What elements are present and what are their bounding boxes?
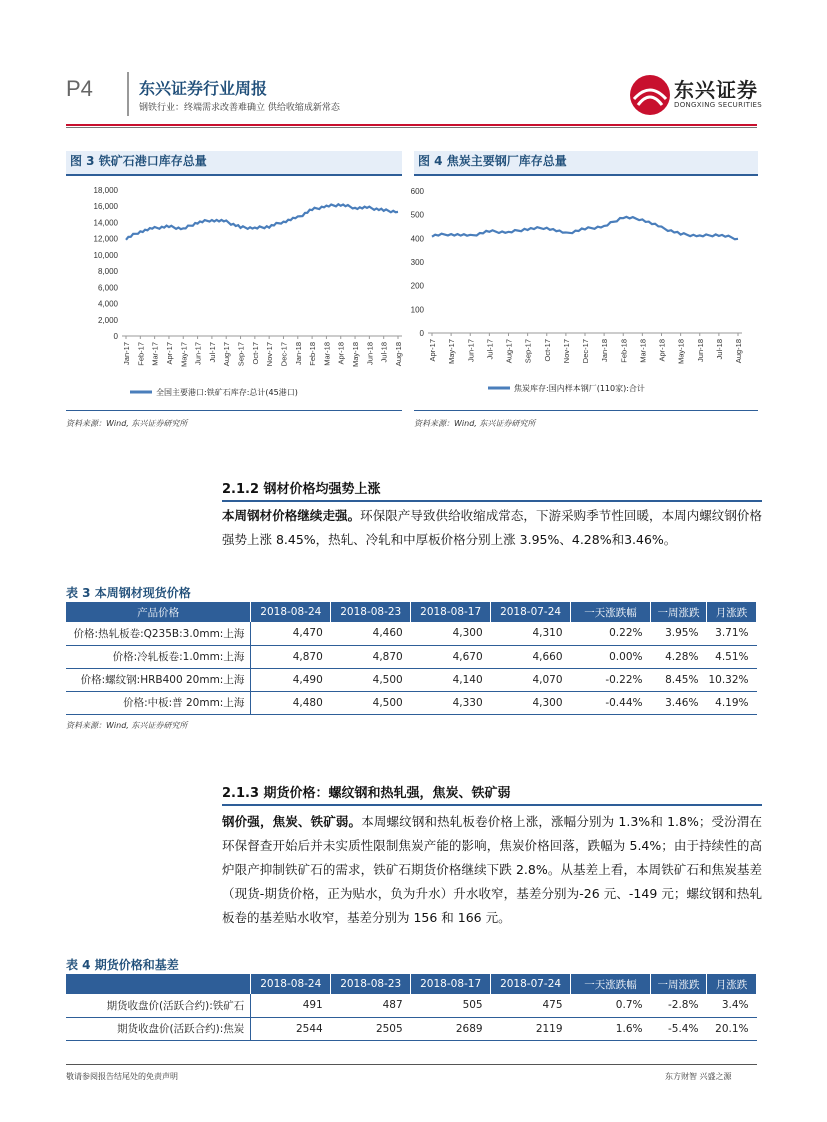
table-header-cell: 月涨跌 [706,974,756,994]
x-tick-label: Jun-17 [466,339,476,362]
x-tick-label: Feb-17 [136,342,146,366]
section-2-1-2-body: 环保限产导致供给收缩成常态，下游采购季节性回暖，本周内螺纹钢价格强势上涨 8.45%，热轧、冷轧和中厚板价格分别上涨 3.95%、4.28%和3.46%。 [222,508,762,547]
x-tick-label: Apr-18 [657,339,667,362]
table-header-cell [66,974,251,994]
table-4 [66,974,757,1041]
table-cell: 20.1% [706,1017,756,1040]
section-2-1-2-lead: 本周钢材价格继续走强。 [222,508,361,523]
y-tick-label: 14,000 [93,218,118,228]
table-cell: 4,460 [331,622,411,645]
x-tick-label: Oct-17 [250,342,260,365]
table-cell: 2689 [411,1017,491,1040]
section-2-1-3-body: 本周螺纹钢和热轧板卷价格上涨，涨幅分别为 1.3%和 1.8%；受汾渭在环保督查开始后并未实质性限制焦炭产能的影响，焦炭价格回落，跌幅为 5.4%；由于持续性的高炉限产抑制铁矿石的需求，铁矿石期货价格继续下跌 2.8%。从基差上看，本周铁矿石和焦炭基差（现货-期货价格，正为贴水，负为升水）升水收窄，基差分别为-26 元、-149 元；螺纹钢和热轧板卷的基差贴水收窄，基差分别为 156 和 166 元。 [222,814,762,925]
figure-4-source: 资料来源：Wind, 东兴证券研究所 [414,419,536,428]
table-cell: 3.71% [706,622,756,645]
table-header-cell: 一周涨跌 [650,602,706,622]
section-2-1-3-rule [222,804,762,806]
header-rule [66,124,757,126]
section-2-1-2-title: 2.1.2 钢材价格均强势上涨 [222,482,381,497]
y-tick-label: 200 [410,281,424,291]
table-row [66,668,757,691]
page-header [0,0,827,130]
x-tick-label: Aug-18 [394,342,403,367]
table-row [66,622,757,645]
y-tick-label: 0 [419,329,424,338]
legend-label: 全国主要港口:铁矿石库存:总计(45港口) [156,388,298,397]
x-tick-label: Sep-17 [523,339,533,364]
table-cell: 10.32% [706,668,756,691]
figure-4-bottom-rule [414,410,758,411]
table-header-cell: 2018-07-24 [491,602,571,622]
report-subtitle: 钢铁行业：终端需求改善难确立 供给收缩成新常态 [139,103,340,113]
table-cell: 4,870 [251,645,331,668]
x-tick-label: Aug-17 [504,339,514,364]
table-cell: -5.4% [650,1017,706,1040]
table-cell: 4,310 [491,622,571,645]
x-tick-label: Jun-18 [695,339,705,362]
footer-slogan: 东方财智 兴盛之源 [665,1072,732,1081]
x-tick-label: Sep-17 [236,342,246,367]
table-3-source: 资料来源：Wind, 东兴证券研究所 [66,721,188,730]
x-tick-label: Aug-18 [734,339,743,364]
y-tick-label: 18,000 [93,186,118,195]
x-tick-label: Jan-17 [122,342,131,365]
table-cell: 505 [411,994,491,1017]
table-header-cell: 一周涨跌 [650,974,706,994]
x-tick-label: Apr-18 [336,342,346,365]
table-header-cell: 2018-08-17 [411,974,491,994]
table-row-label: 价格:螺纹钢:HRB400 20mm:上海 [66,668,251,691]
table-cell: 0.7% [571,994,651,1017]
x-tick-label: Oct-17 [542,339,552,362]
section-2-1-2-paragraph [222,504,762,552]
y-tick-label: 4,000 [97,299,118,309]
table-cell: 4.19% [706,691,756,714]
table-cell: 4,660 [491,645,571,668]
y-tick-label: 100 [410,305,424,315]
table-cell: 4,500 [331,668,411,691]
table-header-cell: 一天涨跌幅 [571,602,651,622]
y-tick-label: 0 [113,332,118,341]
figure-3-source: 资料来源：Wind, 东兴证券研究所 [66,419,188,428]
table-header-cell: 产品价格 [66,602,251,622]
section-2-1-2-rule [222,500,762,502]
table-header-cell: 2018-07-24 [491,974,571,994]
footer-disclaimer: 敬请参阅报告结尾处的免责声明 [66,1072,178,1081]
table-header-cell: 2018-08-23 [331,974,411,994]
figure-3-title: 图 3 铁矿石港口库存总量 [66,151,402,175]
table-cell: 4.51% [706,645,756,668]
table-cell: 4,070 [491,668,571,691]
table-header-cell: 2018-08-23 [331,602,411,622]
section-2-1-3-lead: 钢价强，焦炭、铁矿弱。 [222,814,362,829]
table-3 [66,602,757,715]
table-cell: 3.4% [706,994,756,1017]
table-header-cell: 2018-08-17 [411,602,491,622]
section-2-1-3-title: 2.1.3 期货价格：螺纹钢和热轧强，焦炭、铁矿弱 [222,786,511,801]
header-divider [127,72,129,116]
table-row-label: 期货收盘价(活跃合约):焦炭 [66,1017,251,1040]
footer-rule [66,1064,757,1065]
table-row-label: 价格:热轧板卷:Q235B:3.0mm:上海 [66,622,251,645]
table-cell: 4,300 [491,691,571,714]
table-cell: 4,470 [251,622,331,645]
table-row [66,645,757,668]
y-tick-label: 8,000 [97,267,118,277]
table-cell: 4,300 [411,622,491,645]
x-tick-label: Apr-17 [428,339,437,362]
table-cell: 475 [491,994,571,1017]
y-tick-label: 16,000 [93,202,118,212]
y-tick-label: 6,000 [97,283,118,293]
table-cell: -2.8% [650,994,706,1017]
x-tick-label: May-17 [179,342,189,368]
x-tick-label: May-18 [351,342,361,368]
x-tick-label: Mar-18 [638,339,648,363]
legend-label: 焦炭库存:国内样本钢厂(110家):合计 [514,384,645,393]
x-tick-label: Aug-17 [222,342,232,367]
table-row [66,994,757,1017]
table-4-title: 表 4 期货价格和基差 [66,958,179,972]
header-rule-thin [66,127,757,128]
table-row [66,1017,757,1040]
x-tick-label: Jul-18 [379,342,389,363]
table-cell: 4,500 [331,691,411,714]
x-tick-label: May-17 [447,339,457,365]
x-tick-label: Dec-17 [581,339,590,364]
table-cell: 8.45% [650,668,706,691]
x-tick-label: Jul-17 [207,342,217,363]
table-cell: 4,330 [411,691,491,714]
y-tick-label: 300 [410,258,424,267]
x-tick-label: Jul-18 [714,339,724,360]
series-line [432,217,738,239]
table-cell: 4,670 [411,645,491,668]
y-tick-label: 12,000 [93,234,118,244]
table-cell: 1.6% [571,1017,651,1040]
table-cell: 4,140 [411,668,491,691]
table-header-cell: 一天涨跌幅 [571,974,651,994]
section-2-1-3-paragraph [222,810,762,930]
report-title: 东兴证券行业周报 [139,79,268,98]
figure-3-rule [66,174,402,176]
table-cell: 4,480 [251,691,331,714]
table-3-title: 表 3 本周钢材现货价格 [66,586,191,600]
logo-text: 东兴证券 [674,78,758,102]
x-tick-label: Jan-18 [293,342,303,365]
x-tick-label: Dec-17 [279,342,289,367]
figure-4-rule [414,174,758,176]
x-tick-label: May-18 [676,339,686,365]
table-cell: 4,870 [331,645,411,668]
table-cell: 2119 [491,1017,571,1040]
table-cell: 3.46% [650,691,706,714]
table-cell: 0.00% [571,645,651,668]
logo-text-en: DONGXING SECURITIES [674,101,763,109]
y-tick-label: 600 [410,187,424,196]
table-header-cell: 2018-08-24 [251,602,331,622]
x-tick-label: Feb-18 [308,342,318,366]
table-cell: 4.28% [650,645,706,668]
page-number: P4 [66,76,93,101]
x-tick-label: Mar-17 [150,342,160,366]
x-tick-label: Jul-17 [485,339,495,360]
figure-4-chart [410,178,758,403]
x-tick-label: Nov-17 [561,339,571,364]
y-tick-label: 400 [410,234,424,244]
table-cell: 2544 [251,1017,331,1040]
y-tick-label: 500 [410,210,424,220]
figure-4-title: 图 4 焦炭主要钢厂库存总量 [414,151,758,175]
table-cell: -0.22% [571,668,651,691]
x-tick-label: Nov-17 [265,342,275,367]
x-tick-label: Mar-18 [322,342,332,366]
figure-3-bottom-rule [66,410,402,411]
table-cell: 487 [331,994,411,1017]
x-tick-label: Apr-17 [164,342,174,365]
table-cell: 0.22% [571,622,651,645]
table-header-cell: 月涨跌 [706,602,756,622]
series-line [126,204,398,240]
table-cell: -0.44% [571,691,651,714]
table-row-label: 期货收盘价(活跃合约):铁矿石 [66,994,251,1017]
table-row-label: 价格:冷轧板卷:1.0mm:上海 [66,645,251,668]
x-tick-label: Jun-18 [365,342,375,365]
table-row-label: 价格:中板:普 20mm:上海 [66,691,251,714]
table-cell: 4,490 [251,668,331,691]
x-tick-label: Feb-18 [619,339,629,363]
table-row [66,691,757,714]
table-cell: 2505 [331,1017,411,1040]
table-header-cell: 2018-08-24 [251,974,331,994]
y-tick-label: 10,000 [93,250,118,260]
x-tick-label: Jun-17 [193,342,203,365]
y-tick-label: 2,000 [97,315,118,325]
figure-3-chart [66,178,402,403]
table-cell: 491 [251,994,331,1017]
x-tick-label: Jan-18 [600,339,610,362]
table-cell: 3.95% [650,622,706,645]
